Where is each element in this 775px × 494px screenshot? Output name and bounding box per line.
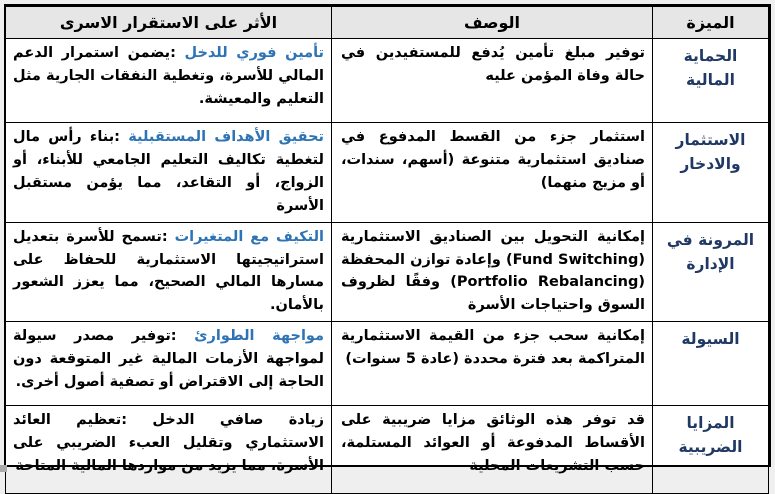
table-row <box>6 322 769 406</box>
insurance-features-table <box>5 6 769 494</box>
feature-cell: الاستثمار والادخار <box>653 123 769 223</box>
description-cell: قد توفر هذه الوثائق مزايا ضريبية على الأقساط المدفوعة أو العوائد المستلمة، حسب التشريعات المحلية <box>332 406 653 494</box>
feature-cell: الحماية المالية <box>653 39 769 123</box>
header-row <box>6 7 769 39</box>
table-row <box>6 39 769 123</box>
feature-cell: المرونة في الإدارة <box>653 222 769 322</box>
impact-cell <box>6 222 332 322</box>
feature-cell: المزايا الضريبية <box>653 406 769 494</box>
impact-cell <box>6 39 332 123</box>
impact-cell <box>6 406 332 494</box>
table-row <box>6 406 769 494</box>
impact-rest-text: :تسمح للأسرة بتعديل استراتيجيتها الاستثمارية للحفاظ على مسارها المالي الصحيح، مما يعزز الشعور بالأمان. <box>13 229 324 314</box>
feature-cell: السيولة <box>653 322 769 406</box>
impact-rest-text: :تعظيم العائد الاستثماري وتقليل العبء الضريبي على الأسرة، مما يزيد من مواردها المالية المتاحة <box>13 412 324 474</box>
impact-rest-text: :توفير مصدر سيولة لمواجهة الأزمات المالية غير المتوقعة دون الحاجة إلى الاقتراض أو تصفية أصول أخرى. <box>13 328 324 390</box>
header-cell-description: الوصف <box>332 7 653 39</box>
impact-rest-text: :يضمن استمرار الدعم المالي للأسرة، وتغطية النفقات الجارية مثل التعليم والمعيشة. <box>13 45 324 107</box>
header-cell-feature: الميزة <box>653 7 769 39</box>
impact-rest-text: :بناء رأس مال لتغطية تكاليف التعليم الجامعي للأبناء، أو الزواج، أو التقاعد، مما يؤمن مستقبل الأسرة <box>13 129 324 214</box>
impact-lead-phrase: تحقيق الأهداف المستقبلية <box>128 129 324 145</box>
impact-lead-phrase: تأمين فوري للدخل <box>185 45 324 61</box>
impact-lead-phrase: مواجهة الطوارئ <box>194 328 324 344</box>
description-cell: إمكانية التحويل بين الصناديق الاستثمارية (Fund Switching) وإعادة توازن المحفظة (Portfolio Rebalancing) وفقًا لظروف السوق واحتياجات الأسرة <box>332 222 653 322</box>
features-table-container <box>4 4 771 467</box>
description-cell: توفير مبلغ تأمين يُدفع للمستفيدين في حالة وفاة المؤمن عليه <box>332 39 653 123</box>
table-row <box>6 123 769 223</box>
description-cell: إمكانية سحب جزء من القيمة الاستثمارية المتراكمة بعد فترة محددة (عادة 5 سنوات) <box>332 322 653 406</box>
impact-lead-phrase: التكيف مع المتغيرات <box>175 229 324 245</box>
header-cell-impact: الأثر على الاستقرار الاسرى <box>6 7 332 39</box>
impact-cell <box>6 322 332 406</box>
impact-lead-phrase: زيادة صافي الدخل <box>152 412 324 428</box>
table-row <box>6 222 769 322</box>
description-cell: استثمار جزء من القسط المدفوع في صناديق استثمارية متنوعة (أسهم، سندات، أو مزيج منهما) <box>332 123 653 223</box>
page-corner-artifact <box>0 465 7 472</box>
impact-cell <box>6 123 332 223</box>
